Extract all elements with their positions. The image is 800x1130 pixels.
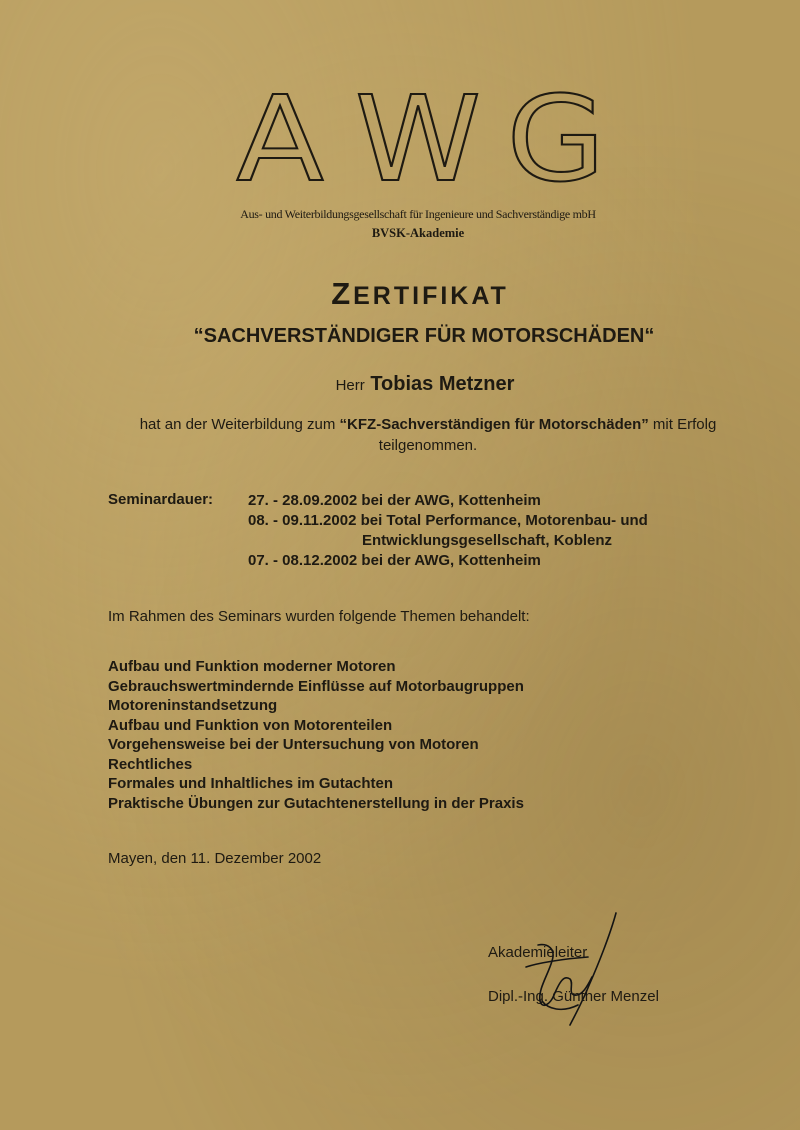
logo-letter-w: W [354,88,482,196]
seminar-date-line: 07. - 08.12.2002 bei der AWG, Kottenheim [248,552,541,569]
seminar-date-line: 08. - 09.11.2002 bei Total Performance, Motorenbau- und [248,512,648,529]
seminar-date-line: Entwicklungsgesellschaft, Koblenz [362,532,613,549]
logo-letter-g: G [506,88,606,196]
signatory-name: Dipl.-Ing. Günther Menzel [488,988,659,1005]
topic-item: Praktische Übungen zur Gutachtenerstellung in der Praxis [108,794,524,812]
topic-item: Gebrauchswertmindernde Einflüsse auf Motorbaugruppen [108,677,524,695]
participation-suffix: mit Erfolg teilgenommen. [378,416,717,454]
topic-item: Motoreninstandsetzung [108,697,278,714]
seminar-date-line: 27. - 28.09.2002 bei der AWG, Kottenheim [248,492,541,509]
seminar-duration-list [248,491,648,571]
topic-item: Aufbau und Funktion von Motorenteilen [108,716,393,734]
company-name: Aus- und Weiterbildungsgesellschaft für Ingenieure und Sachverständige mbH [240,207,596,221]
certificate-title-initial: Z [331,276,354,311]
course-name: “KFZ-Sachverständigen für Motorschäden” [339,416,649,433]
topic-item: Formales und Inhaltliches im Gutachten [108,775,394,792]
handwritten-signature [478,905,638,1035]
participation-statement [108,414,748,456]
seminar-duration-label: Seminardauer: [108,491,214,508]
topic-item: Rechtliches [108,755,193,773]
certificate-title-rest: ERTIFIKAT [353,282,509,310]
certificate-subtitle: “SACHVERSTÄNDIGER FÜR MOTORSCHÄDEN“ [193,325,655,347]
place-and-date: Mayen, den 11. Dezember 2002 [108,850,322,867]
certificate-title [0,276,800,312]
academy-name: BVSK-Akademie [371,226,465,240]
logo-letter-a: A [236,88,324,196]
awg-logo [228,88,608,196]
topics-intro: Im Rahmen des Seminars wurden folgende Themen behandelt: [108,608,530,625]
recipient [0,373,800,396]
recipient-name: Tobias Metzner [370,373,515,395]
recipient-salutation: Herr [335,377,365,394]
topic-item: Vorgehensweise bei der Untersuchung von Motoren [108,736,479,753]
signatory-role: Akademieleiter [488,944,588,961]
participation-prefix: hat an der Weiterbildung zum [139,416,340,433]
topics-list [108,657,524,813]
topic-item: Aufbau und Funktion moderner Motoren [108,658,396,675]
